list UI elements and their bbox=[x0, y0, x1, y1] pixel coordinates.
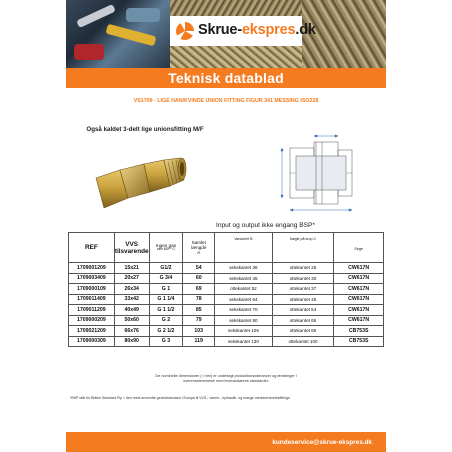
table-row: 1709011209 40x49 G 1 1/2 85 sekskantet 70 ottekantet 54 CW617N bbox=[69, 305, 384, 316]
title-bar bbox=[66, 68, 386, 88]
bsp-note: *BSP står for British Standard Pip = den mest anvendte gevindstandard i Europa til VVS-, varme-, hydraulik- og mange værksrensverksfittings. bbox=[70, 396, 291, 400]
logo-mark-icon bbox=[176, 22, 194, 40]
datasheet-page bbox=[66, 0, 386, 452]
col-gas: Ingen gas eller BSP* G bbox=[149, 233, 183, 263]
table-row: 1709001209 15x21 G1/2 54 sekskantet 36 ottekantet 25 CW617N bbox=[69, 263, 384, 274]
table-row: 1709000309 80x90 G 3 119 sekskantet 130 ottekantet 100 CB753S bbox=[69, 336, 384, 347]
col-hex: Vandchef B bbox=[215, 233, 273, 263]
logo[interactable] bbox=[170, 16, 316, 46]
table-row: 1709000209 50x60 G 2 79 sekskantet 80 ottekantet 65 CW617N bbox=[69, 315, 384, 326]
table-row: 1709011409 33x42 G 1 1/4 78 sekskantet 64 ottekantet 48 CW617N bbox=[69, 294, 384, 305]
product-alt-name: Også kaldet 3-delt lige unionsfitting M/F bbox=[86, 126, 204, 133]
table-row: 1709000109 26x34 G 1 69 ottekantet 52 ottekantet 37 CW617N bbox=[69, 284, 384, 295]
product-photo bbox=[88, 140, 198, 230]
spec-table bbox=[68, 232, 384, 347]
footer-bar bbox=[66, 432, 386, 452]
logo-text: Skrue-ekspres.dk bbox=[198, 22, 316, 38]
table-row: 1709003409 20x27 G 3/4 60 sekskantet 45 ottekantet 30 CW617N bbox=[69, 273, 384, 284]
table-header-row bbox=[69, 233, 384, 263]
io-note: Input og output ikke engang BSP* bbox=[216, 222, 315, 229]
contact-email-link[interactable]: kundeservice@skrue-ekspres.dk bbox=[272, 438, 372, 446]
screws-photo-top bbox=[170, 0, 302, 16]
dimension-footnote: De nominelle dimensioner ( i mm) er underlagt produktionstolerancer og ændringer i overensstemmelse med leverandørens standarder. bbox=[155, 374, 297, 384]
col-length: Samlet længde A bbox=[183, 233, 215, 263]
header-banner bbox=[66, 0, 386, 68]
technical-drawing bbox=[256, 128, 366, 218]
screws-photo-bottom bbox=[170, 46, 302, 68]
col-nut: Nøgle på krop C bbox=[272, 233, 334, 263]
tools-photo bbox=[66, 0, 170, 68]
table-row: 1709021209 66x76 G 2 1/2 103 sekskantet 106 ottekantet 85 CB753S bbox=[69, 326, 384, 337]
col-vvs: VVS tilsvarende bbox=[114, 233, 149, 263]
col-saege: Sege bbox=[334, 233, 384, 263]
col-ref: REF bbox=[69, 233, 115, 263]
product-subtitle: VS1709 - LIGE HAN/KVINDE UNION FITTING FIGUR 341 MESSING ISO228 bbox=[133, 98, 319, 104]
page-title: Teknisk datablad bbox=[168, 70, 284, 86]
